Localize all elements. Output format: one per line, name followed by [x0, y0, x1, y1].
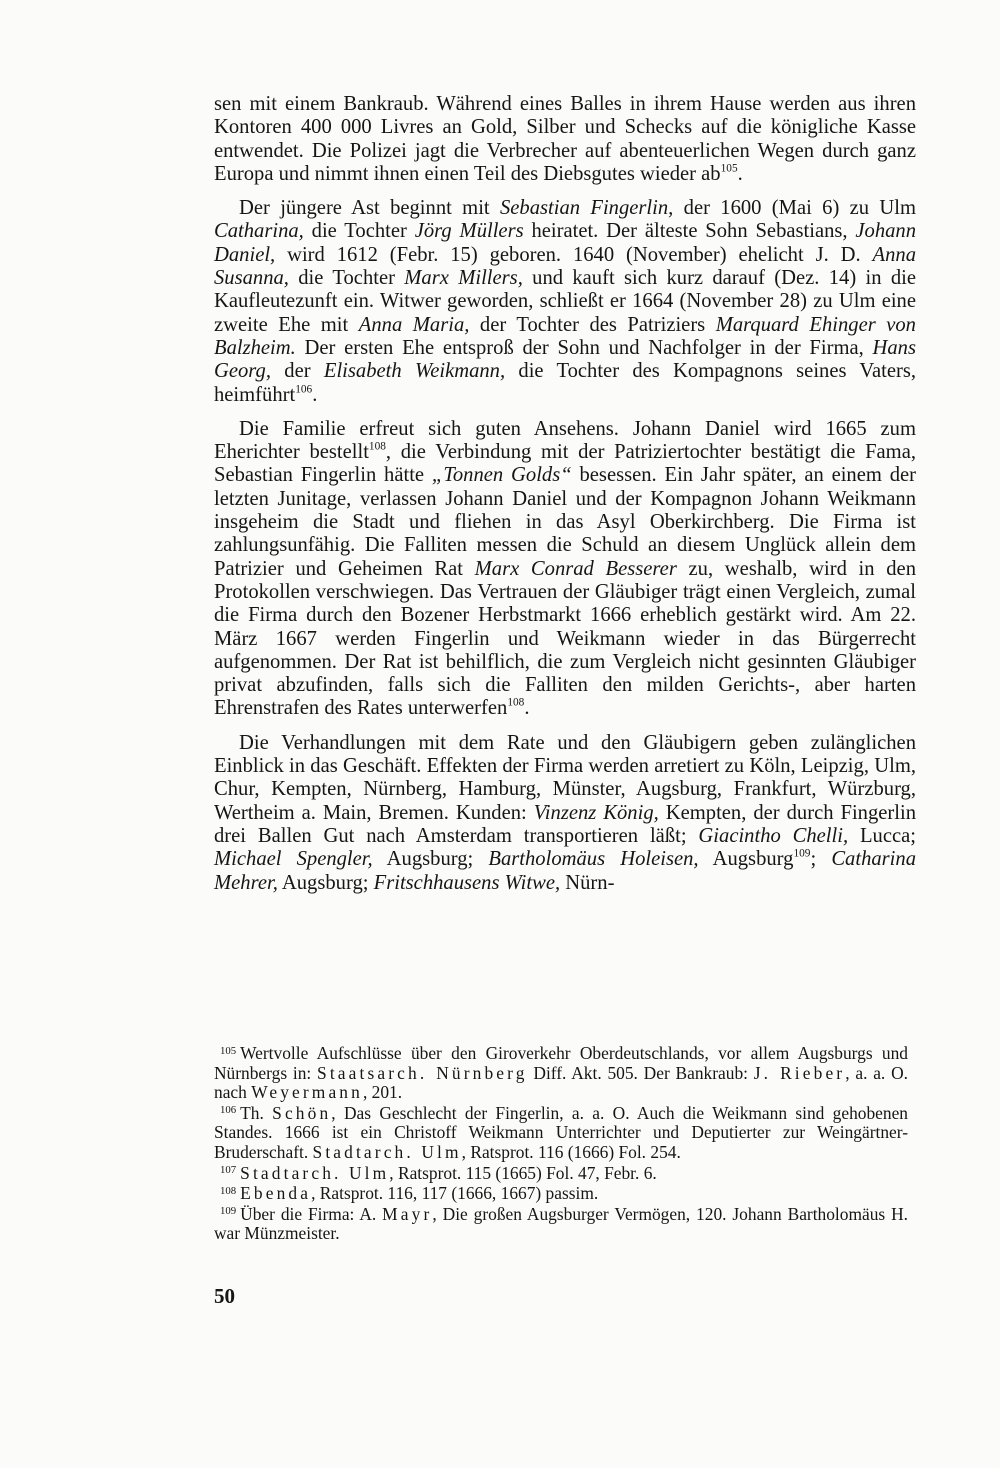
paragraph-2	[214, 197, 916, 407]
text-run: .	[312, 383, 318, 406]
text-run: wird 1612 (Febr. 15) geboren. 1640 (November) ehelicht J. D.	[275, 243, 873, 266]
person-name: Anna Maria,	[358, 313, 470, 336]
text-run: .	[737, 162, 743, 185]
text-run: ;	[810, 848, 832, 871]
footnote-text: Über die Firma: A.	[240, 1203, 383, 1224]
footnote-text: , Das Geschlecht der Fingerlin, a. a. O. Auch die Weikmann sind gehobenen Standes. 1666 ist ein Christoff Weikmann Unterrichter und Deputierter zur Weingärtner-Bruderschaft.	[214, 1102, 909, 1162]
footnote-ref-107[interactable]: 108	[368, 440, 386, 453]
author-name: Schön	[272, 1102, 332, 1123]
person-name: Michael Spengler,	[214, 848, 373, 871]
footnote-number: 108	[220, 1184, 237, 1197]
text-run: Augsburg;	[372, 848, 489, 871]
footnotes	[214, 1044, 908, 1245]
archive-name: Staatsarch. Nürnberg	[317, 1062, 528, 1083]
person-name: Giacintho Chelli,	[698, 824, 849, 847]
footnote-number: 105	[220, 1044, 237, 1057]
person-name: Marx Conrad Besserer	[474, 557, 677, 580]
person-name: Anna Susanna,	[214, 243, 916, 290]
paragraph-1	[214, 93, 916, 186]
footnote-109	[214, 1205, 908, 1244]
person-name: Catharina Mehrer,	[214, 848, 916, 894]
footnote-text: Th.	[240, 1102, 273, 1123]
body-text	[214, 93, 916, 906]
person-name: Elisabeth Weikmann,	[323, 360, 506, 383]
footnote-ref-109[interactable]: 109	[793, 847, 811, 860]
archive-name: Stadtarch. Ulm	[240, 1162, 390, 1183]
text-run: Augsburg;	[277, 871, 374, 894]
footnote-text: , Die großen Augsburger Vermögen, 120. Johann Bartholomäus H. war Münzmeister.	[214, 1203, 908, 1244]
footnote-ref-108[interactable]: 108	[507, 696, 525, 709]
text-run: die Tochter	[288, 267, 405, 290]
footnote-text: Wertvolle Aufschlüsse über den Giroverkehr Oberdeutschlands, vor allem Augsburgs und Nürnbergs in:	[214, 1043, 908, 1083]
person-name: Jörg Müllers	[414, 220, 524, 243]
author-name: J. Rieber	[753, 1062, 846, 1083]
person-name: Sebastian Fingerlin,	[499, 197, 674, 220]
footnote-text: , 201.	[362, 1082, 403, 1103]
text-run: der Tochter des Patriziers	[469, 313, 716, 336]
text-run: heiratet. Der älteste Sohn Sebastians,	[523, 220, 856, 243]
person-name: Marx Millers,	[404, 267, 523, 290]
footnote-107	[214, 1164, 908, 1184]
footnote-number: 107	[220, 1164, 237, 1177]
author-name: Mayr	[382, 1203, 433, 1224]
author-name: Weyermann	[251, 1082, 363, 1103]
footnote-106	[214, 1104, 908, 1163]
footnote-text: , Ratsprot. 115 (1665) Fol. 47, Febr. 6.	[389, 1162, 657, 1183]
text-run: der	[271, 360, 324, 383]
text-run: Die Verhandlungen mit dem Rate und den Gläubigern geben zulänglichen Einblick in das Geschäft. Effekten der Firma werden arretiert zu Köln, Leipzig, Ulm, Chur, Kempten, Nürnberg, Hamburg, Münster, Augsburg, Frankfurt, Würzburg, Wertheim a. Main, Bremen. Kunden:	[214, 731, 916, 824]
footnote-105	[214, 1044, 908, 1103]
footnote-number: 106	[220, 1104, 237, 1117]
person-name: Johann Daniel,	[214, 220, 917, 266]
archive-name: Stadtarch. Ulm	[312, 1141, 462, 1162]
text-run: Der jüngere Ast beginnt mit	[239, 197, 500, 220]
footnote-108	[214, 1184, 908, 1204]
person-name: Catharina,	[214, 220, 304, 243]
person-name: Hans Georg,	[214, 336, 916, 383]
footnote-text: Diff. Akt. 505. Der Bankraub:	[527, 1062, 754, 1083]
text-run: der 1600 (Mai 6) zu Ulm	[673, 197, 917, 220]
person-name: Fritschhausens Witwe,	[373, 871, 561, 894]
text-run: die Tochter des Kompagnons seines Vaters, heimführt	[214, 360, 917, 406]
footnote-text: , Ratsprot. 116, 117 (1666, 1667) passim.	[311, 1183, 599, 1204]
footnote-ref-105[interactable]: 105	[720, 162, 738, 175]
text-run: .	[524, 697, 530, 720]
text-run: Kempten, der durch Fingerlin drei Ballen Gut nach Amsterdam transportieren läßt;	[214, 801, 916, 847]
text-run: die Tochter	[303, 220, 415, 243]
paragraph-4	[214, 732, 916, 895]
footnote-ref-106[interactable]: 106	[295, 383, 313, 396]
text-run: besessen. Ein Jahr später, an einem der letzten Junitage, verlassen Johann Daniel und der Kompagnon Johann Weikmann insgeheim die Stadt und fliehen in das Asyl Oberkirchberg. Die Firma ist zahlungsunfähig. Die Falliten messen die Schuld an diesem Unglück allein dem Patrizier und Geheimen Rat	[214, 464, 916, 580]
text-run: Die Familie erfreut sich guten Ansehens. Johann Daniel wird 1665 zum Eherichter bestellt	[214, 417, 916, 464]
text-run: Der ersten Ehe entsproß der Sohn und Nachfolger in der Firma,	[295, 336, 873, 359]
text-run: sen mit einem Bankraub. Während eines Balles in ihrem Hause werden aus ihren Kontoren 400 000 Livres an Gold, Silber und Schecks auf die königliche Kasse entwendet. Die Polizei jagt die Verbrecher auf abenteuerlichen Wegen durch ganz Europa und nimmt ihnen einen Teil des Diebsgutes wieder ab	[214, 93, 916, 185]
footnote-number: 109	[220, 1205, 237, 1218]
text-run: Augsburg	[698, 848, 794, 871]
person-name: Vinzenz König,	[533, 801, 659, 824]
text-run: Nürn-	[560, 871, 615, 894]
person-name: Marquard Ehinger von Balzheim.	[214, 313, 916, 359]
text-run: und kauft sich kurz darauf (Dez. 14) in die Kaufleutezunft ein. Witwer geworden, schließt er 1664 (November 28) zu Ulm eine zweite Ehe mit	[214, 267, 916, 336]
footnote-text: , Ratsprot. 116 (1666) Fol. 254.	[461, 1141, 681, 1162]
footnote-text: , a. a. O. nach	[214, 1062, 908, 1103]
paragraph-3	[214, 418, 916, 721]
text-run: zu, weshalb, wird in den Protokollen verschwiegen. Das Vertrauen der Gläubiger trägt einen Vergleich, zumal die Firma durch den Bozener Herbstmarkt 1666 erheblich gestärkt wird. Am 22. März 1667 werden Fingerlin und Weikmann wieder in das Bürgerrecht aufgenommen. Der Rat ist behilflich, die zum Vergleich nicht gesinnten Gläubiger privat abzufinden, falls sich die Falliten den milden Gerichts-, aber harten Ehrenstrafen des Rates unterwerfen	[214, 557, 916, 720]
person-name: Bartholomäus Holeisen,	[488, 848, 699, 871]
reference-ebenda: Ebenda	[240, 1183, 312, 1204]
text-run: Lucca;	[848, 824, 916, 847]
quotation: „Tonnen Golds“	[431, 464, 572, 487]
text-run: , die Verbindung mit der Patriziertochter bestätigt die Fama, Sebastian Fingerlin hätte	[214, 441, 916, 487]
page-number: 50	[214, 1284, 235, 1308]
